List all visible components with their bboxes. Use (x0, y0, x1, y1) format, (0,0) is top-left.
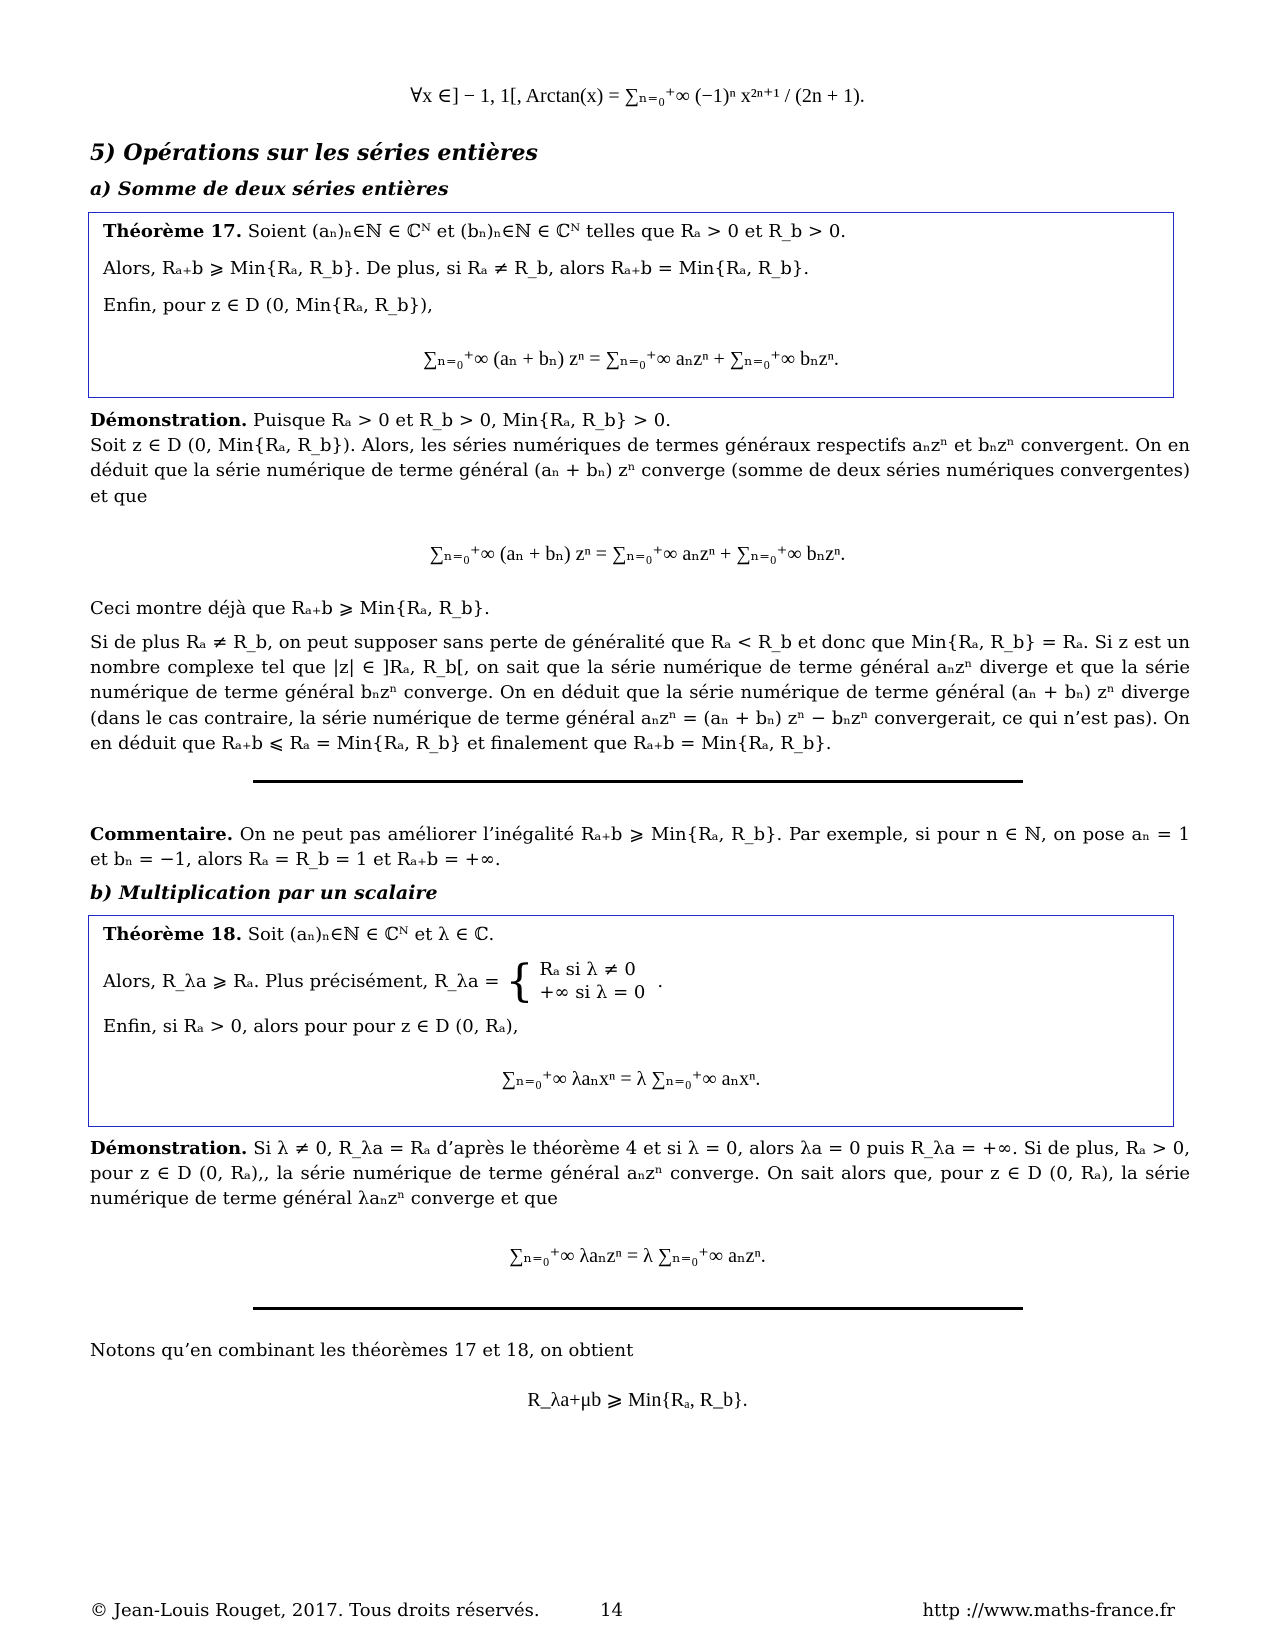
demonstration-17 (90, 408, 1190, 509)
footer-page-number: 14 (600, 1600, 623, 1621)
theorem-18-formula: ∑ₙ₌₀⁺∞ λaₙxⁿ = λ ∑ₙ₌₀⁺∞ aₙxⁿ. (501, 1068, 761, 1091)
theorem-17-line3: Enfin, pour z ∈ D (0, Min{Rₐ, R_b}), (103, 295, 433, 317)
theorem-18-line1 (103, 922, 1159, 947)
theorem-17-line1 (103, 219, 1159, 244)
theorem-17-label: Théorème 17. (103, 221, 242, 242)
demo-17-text2: Soit z ∈ D (0, Min{Rₐ, R_b}). Alors, les séries numériques de termes généraux respectifs aₙzⁿ et bₙzⁿ convergent. On en déduit que la série numérique de terme général (aₙ + bₙ) zⁿ converge (somme de deux séries numériques convergentes) et que (90, 435, 1190, 507)
conclusion-text: Notons qu’en combinant les théorèmes 17 et 18, on obtient (90, 1340, 634, 1361)
demo-17-formula: ∑ₙ₌₀⁺∞ (aₙ + bₙ) zⁿ = ∑ₙ₌₀⁺∞ aₙzⁿ + ∑ₙ₌₀⁺∞ bₙzⁿ. (429, 543, 846, 565)
arctan-formula: ∀x ∈] − 1, 1[, Arctan(x) = ∑ₙ₌₀⁺∞ (−1)ⁿ x²ⁿ⁺¹ / (2n + 1). (410, 85, 865, 107)
conclusion-formula: R_λa+μb ⩾ Min{Rₐ, R_b}. (527, 1389, 748, 1411)
period: . (657, 971, 664, 993)
theorem-17-formula: ∑ₙ₌₀⁺∞ (aₙ + bₙ) zⁿ = ∑ₙ₌₀⁺∞ aₙzⁿ + ∑ₙ₌₀⁺∞ bₙzⁿ. (423, 347, 839, 370)
demo-17-line1 (90, 408, 1190, 433)
theorem-17-box (88, 212, 1174, 398)
theorem-17-line2: Alors, Rₐ₊b ⩾ Min{Rₐ, R_b}. De plus, si Rₐ ≠ R_b, alors Rₐ₊b = Min{Rₐ, R_b}. (103, 258, 810, 280)
case-1: Rₐ si λ ≠ 0 (539, 959, 636, 981)
footer-url[interactable]: http ://www.maths-france.fr (922, 1600, 1175, 1621)
case-2: +∞ si λ = 0 (539, 981, 646, 1003)
demo-18-formula: ∑ₙ₌₀⁺∞ λaₙzⁿ = λ ∑ₙ₌₀⁺∞ aₙzⁿ. (509, 1245, 766, 1267)
demo-18-text: Si λ ≠ 0, R_λa = Rₐ d’après le théorème 4 et si λ = 0, alors λa = 0 puis R_λa = +∞. Si de plus, Rₐ > 0, pour z ∈ D (0, Rₐ),, la série numérique de terme général aₙzⁿ converge. On sait alors que, pour z ∈ D (0, Rₐ), la série numérique de terme général λaₙzⁿ converge et que (90, 1138, 1190, 1210)
theorem-18-statement: Soit (aₙ)ₙ∈ℕ ∈ ℂᴺ et λ ∈ ℂ. (247, 924, 495, 945)
theorem-18-label: Théorème 18. (103, 924, 242, 945)
comment-label: Commentaire. (90, 824, 233, 845)
subsection-b-title: b) Multiplication par un scalaire (90, 882, 438, 904)
end-of-proof-rule-2 (253, 1307, 1023, 1310)
cases (539, 959, 645, 1004)
demonstration-18 (90, 1136, 1190, 1212)
demo-17-text4: Si de plus Rₐ ≠ R_b, on peut supposer sans perte de généralité que Rₐ < R_b et donc que Min{Rₐ, R_b} = Rₐ. Si z est un nombre complexe tel que |z| ∈ ]Rₐ, R_b[, on sait que la série numérique de terme général aₙzⁿ diverge et que la série numérique de terme général bₙzⁿ converge. On en déduit que la série numérique de terme général (aₙ + bₙ) zⁿ diverge (dans le cas contraire, la série numérique de terme général aₙzⁿ = (aₙ + bₙ) zⁿ − bₙzⁿ convergerait, ce qui n’est pas). On en déduit que Rₐ₊b ⩽ Rₐ = Min{Rₐ, R_b} et finalement que Rₐ₊b = Min{Rₐ, R_b}. (90, 632, 1190, 754)
demo-17-label: Démonstration. (90, 410, 248, 431)
footer-copyright: © Jean-Louis Rouget, 2017. Tous droits réservés. (90, 1600, 540, 1621)
section-title: 5) Opérations sur les séries entières (90, 140, 538, 166)
subsection-a-title: a) Somme de deux séries entières (90, 178, 449, 200)
theorem-18-line2 (103, 955, 1159, 1007)
end-of-proof-rule (253, 780, 1023, 783)
left-brace: { (505, 955, 534, 1007)
comment-text: On ne peut pas améliorer l’inégalité Rₐ₊b ⩾ Min{Rₐ, R_b}. Par exemple, si pour n ∈ ℕ, on pose aₙ = 1 et bₙ = −1, alors Rₐ = R_b = 1 et Rₐ₊b = +∞. (90, 824, 1190, 871)
theorem-18-line2-prefix: Alors, R_λa ⩾ Rₐ. Plus précisément, R_λa = (103, 971, 500, 993)
theorem-18-box (88, 915, 1174, 1127)
demo-17-text1: Puisque Rₐ > 0 et R_b > 0, Min{Rₐ, R_b} > 0. (253, 410, 671, 431)
comment-paragraph (90, 822, 1190, 872)
demo-18-label: Démonstration. (90, 1138, 248, 1159)
demo-17-text3: Ceci montre déjà que Rₐ₊b ⩾ Min{Rₐ, R_b}. (90, 598, 490, 619)
theorem-17-statement: Soient (aₙ)ₙ∈ℕ ∈ ℂᴺ et (bₙ)ₙ∈ℕ ∈ ℂᴺ telles que Rₐ > 0 et R_b > 0. (247, 221, 847, 242)
theorem-18-line3: Enfin, si Rₐ > 0, alors pour pour z ∈ D (0, Rₐ), (103, 1016, 519, 1038)
